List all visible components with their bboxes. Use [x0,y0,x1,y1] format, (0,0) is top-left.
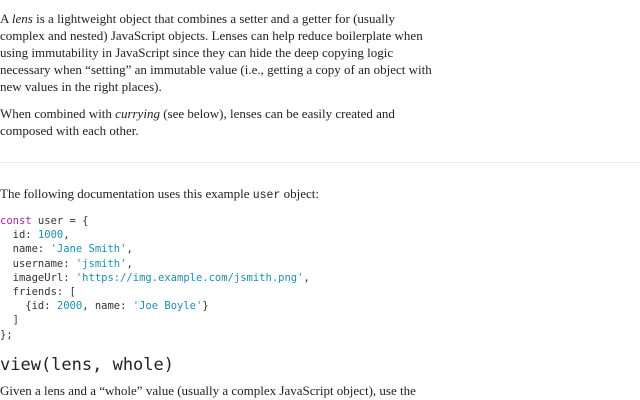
code-comma: , [63,229,70,242]
code-key-name: name: [0,243,51,256]
code-key-friends: friends: [ [0,286,76,299]
intro-text-rest: is a lightweight object that combines a setter and a getter for (usually complex and nested) JavaScript objects. Lenses can help reduce boilerplate when using immutability in JavaScript since they can hide the deep copying logic necessary when “setting” an immutable value (i.e., getting a copy of an object with new values in the right places). [0,11,432,94]
currying-text-rest: (see below), lenses can be easily created and composed with each other. [0,106,395,138]
lens-term: lens [11,11,33,26]
code-array-close: ] [0,314,19,327]
code-comma: , [303,271,310,284]
code-key-id: id: [0,229,38,242]
code-value-friend-id: 2000 [56,300,83,313]
code-key-username: username: [0,257,76,270]
code-value-name: 'Jane Smith' [50,243,127,256]
code-comma: , [126,243,133,256]
inline-code-user: user [252,189,281,202]
example-intro-paragraph [0,185,432,204]
currying-link[interactable]: currying [115,106,160,121]
code-friend-name-key: , name: [82,300,133,313]
code-value-friend-name: 'Joe Boyle' [132,300,203,313]
intro-paragraph-currying [0,105,432,139]
code-friend-close: } [202,300,209,313]
code-value-imageurl: 'https://img.example.com/jsmith.png' [75,271,304,284]
code-object-close: }; [0,328,13,341]
code-comma: , [126,257,133,270]
code-key-imageurl: imageUrl: [0,271,76,284]
view-description: Given a lens and a “whole” value (usually a complex JavaScript object), use the [0,383,416,398]
intro-paragraph-lens [0,10,432,95]
currying-text-start: When combined with [0,106,116,121]
code-keyword-const: const [0,215,32,227]
example-intro-end: object: [280,186,319,201]
code-value-id: 1000 [37,229,64,242]
code-block-user-object [0,214,310,342]
intro-text-start: A [0,11,12,26]
code-value-username: 'jsmith' [75,257,127,270]
code-line-1: user = { [31,215,89,227]
section-divider [0,162,640,163]
example-intro-start: The following documentation uses this example [0,186,253,201]
view-function-heading: view(lens, whole) [0,355,174,375]
code-friend-open: {id: [0,300,57,313]
